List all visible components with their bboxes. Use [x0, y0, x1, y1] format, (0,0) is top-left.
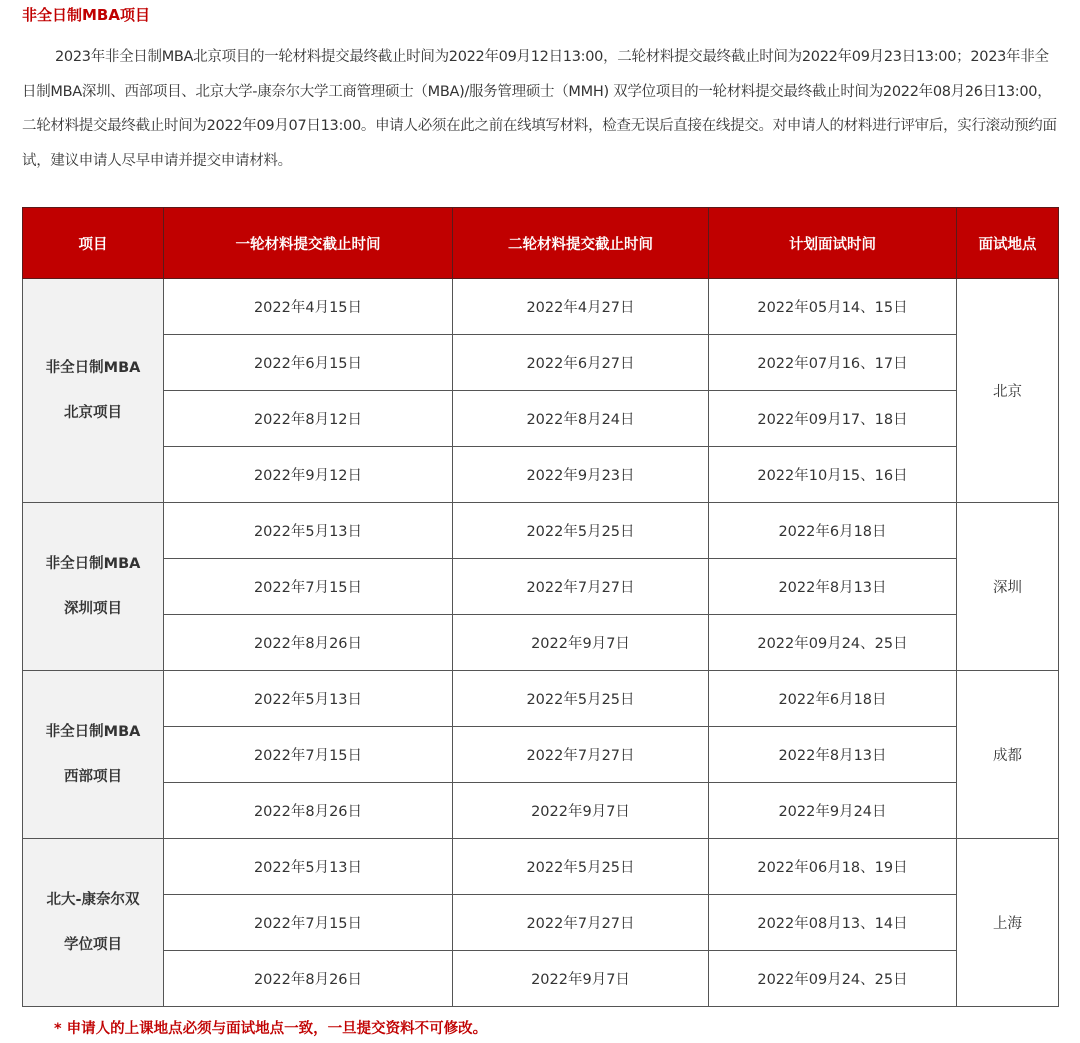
interview-time: 2022年6月18日 [709, 671, 957, 727]
header-round1-deadline: 一轮材料提交截止时间 [164, 208, 453, 279]
project-cell [23, 503, 164, 671]
round2-deadline: 2022年9月7日 [453, 783, 709, 839]
round1-deadline: 2022年7月15日 [164, 727, 453, 783]
table-row [23, 671, 1059, 727]
interview-time: 2022年6月18日 [709, 503, 957, 559]
header-interview-time: 计划面试时间 [709, 208, 957, 279]
project-cell [23, 839, 164, 1007]
round1-deadline: 2022年7月15日 [164, 895, 453, 951]
interview-time: 2022年06月18、19日 [709, 839, 957, 895]
header-round2-deadline: 二轮材料提交截止时间 [453, 208, 709, 279]
table-row [23, 447, 1059, 503]
round1-deadline: 2022年6月15日 [164, 335, 453, 391]
round2-deadline: 2022年9月7日 [453, 951, 709, 1007]
project-name-line2: 深圳项目 [64, 600, 122, 617]
round2-deadline: 2022年7月27日 [453, 727, 709, 783]
table-row [23, 503, 1059, 559]
interview-time: 2022年09月24、25日 [709, 615, 957, 671]
round2-deadline: 2022年8月24日 [453, 391, 709, 447]
round2-deadline: 2022年7月27日 [453, 895, 709, 951]
round1-deadline: 2022年4月15日 [164, 279, 453, 335]
table-row [23, 615, 1059, 671]
round2-deadline: 2022年4月27日 [453, 279, 709, 335]
table-row [23, 279, 1059, 335]
project-cell [23, 671, 164, 839]
interview-time: 2022年8月13日 [709, 559, 957, 615]
round2-deadline: 2022年5月25日 [453, 839, 709, 895]
round1-deadline: 2022年7月15日 [164, 559, 453, 615]
project-name-line2: 学位项目 [64, 936, 122, 953]
project-name-line1: 非全日制MBA [45, 359, 141, 376]
round1-deadline: 2022年5月13日 [164, 671, 453, 727]
round2-deadline: 2022年5月25日 [453, 671, 709, 727]
round2-deadline: 2022年6月27日 [453, 335, 709, 391]
table-row [23, 839, 1059, 895]
table-row [23, 727, 1059, 783]
table-row [23, 391, 1059, 447]
round2-deadline: 2022年7月27日 [453, 559, 709, 615]
interview-time: 2022年05月14、15日 [709, 279, 957, 335]
table-row [23, 335, 1059, 391]
interview-location: 上海 [957, 839, 1059, 1007]
footnote: * 申请人的上课地点必须与面试地点一致，一旦提交资料不可修改。 [54, 1021, 488, 1037]
table-header-row [23, 208, 1059, 279]
project-name-line1: 北大-康奈尔双 [46, 891, 140, 908]
round2-deadline: 2022年9月7日 [453, 615, 709, 671]
interview-location: 北京 [957, 279, 1059, 503]
table-row [23, 895, 1059, 951]
round1-deadline: 2022年8月12日 [164, 391, 453, 447]
interview-time: 2022年10月15、16日 [709, 447, 957, 503]
table-row [23, 783, 1059, 839]
round1-deadline: 2022年9月12日 [164, 447, 453, 503]
table-row [23, 559, 1059, 615]
interview-time: 2022年09月24、25日 [709, 951, 957, 1007]
round1-deadline: 2022年5月13日 [164, 503, 453, 559]
schedule-table [22, 207, 1059, 1007]
round2-deadline: 2022年5月25日 [453, 503, 709, 559]
project-cell [23, 279, 164, 503]
project-name-line2: 西部项目 [64, 768, 122, 785]
interview-time: 2022年9月24日 [709, 783, 957, 839]
intro-paragraph: 2023年非全日制MBA北京项目的一轮材料提交最终截止时间为2022年09月12日13:00，二轮材料提交最终截止时间为2022年09月23日13:00；2023年非全日制MBA深圳、西部项目、北京大学-康奈尔大学工商管理硕士（MBA)/服务管理硕士（MMH) 双学位项目的一轮材料提交最终截止时间为2022年08月26日13:00，二轮材料提交最终截止时间为2022年09月07日13:00。申请人必须在此之前在线填写材料，检查无误后直接在线提交。对申请人的材料进行评审后，实行滚动预约面试，建议申请人尽早申请并提交申请材料。 [22, 49, 1057, 169]
interview-time: 2022年8月13日 [709, 727, 957, 783]
interview-time: 2022年07月16、17日 [709, 335, 957, 391]
round2-deadline: 2022年9月23日 [453, 447, 709, 503]
project-name-line1: 非全日制MBA [45, 723, 141, 740]
interview-location: 深圳 [957, 503, 1059, 671]
interview-location: 成都 [957, 671, 1059, 839]
header-interview-location: 面试地点 [957, 208, 1059, 279]
round1-deadline: 2022年8月26日 [164, 783, 453, 839]
header-project: 项目 [23, 208, 164, 279]
round1-deadline: 2022年5月13日 [164, 839, 453, 895]
interview-time: 2022年08月13、14日 [709, 895, 957, 951]
project-name-line1: 非全日制MBA [45, 555, 141, 572]
round1-deadline: 2022年8月26日 [164, 615, 453, 671]
interview-time: 2022年09月17、18日 [709, 391, 957, 447]
table-row [23, 951, 1059, 1007]
section-title: 非全日制MBA项目 [22, 6, 150, 24]
round1-deadline: 2022年8月26日 [164, 951, 453, 1007]
project-name-line2: 北京项目 [64, 404, 122, 421]
